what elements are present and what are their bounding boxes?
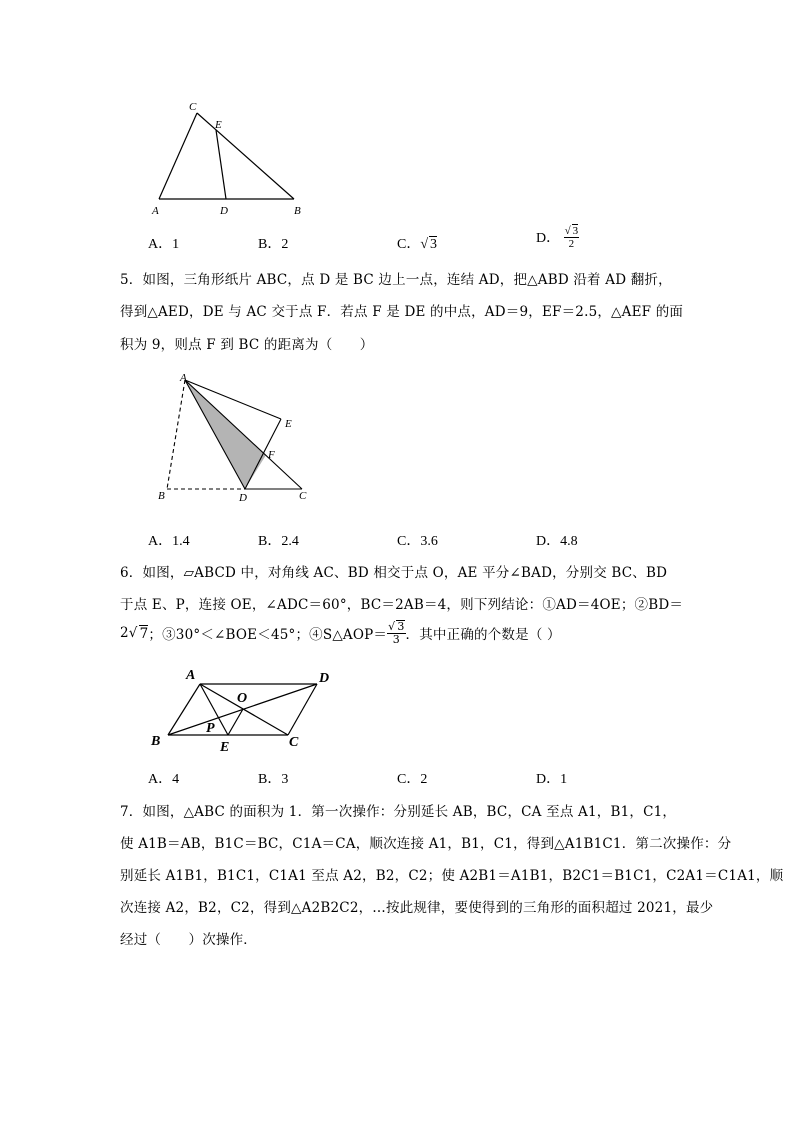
q5-text-line-2: 得到△AED，DE 与 AC 交于点 F．若点 F 是 DE 的中点，AD＝9，EF＝2.5，△AEF 的面 — [120, 304, 684, 320]
fig6-label-c: C — [289, 735, 299, 750]
fig5-label-e: E — [285, 418, 292, 430]
radical-sign: √ — [420, 237, 429, 252]
q5-option-d: D．4.8 — [536, 534, 578, 549]
q5-text-line-1: 5．如图，三角形纸片 ABC，点 D 是 BC 边上一点，连结 AD，把△ABD 沿着 AD 翻折， — [120, 272, 672, 288]
q7-text-line-1: 7．如图，△ABC 的面积为 1．第一次操作：分别延长 AB，BC，CA 至点 A1，B1，C1， — [120, 804, 677, 820]
q5-option-c: C．3.6 — [397, 534, 438, 549]
q6-option-a: A．4 — [148, 772, 180, 787]
fig6-label-b: B — [151, 734, 161, 749]
fig4-label-d: D — [220, 205, 228, 217]
radical-sign: √ — [388, 620, 396, 633]
radical-sign: √ — [128, 625, 138, 641]
fig4-label-e: E — [215, 119, 222, 131]
q6-line3-post: ．其中正确的个数是（ ） — [405, 627, 561, 643]
fig6-label-e: E — [220, 740, 230, 755]
q6-line3-radicand: 7 — [139, 625, 149, 642]
fig5-label-f: F — [268, 449, 275, 461]
q6-text-line-2: 于点 E、P，连接 OE，∠ADC＝60°，BC＝2AB＝4，则下列结论：①AD＝4OE；②BD＝ — [120, 597, 684, 613]
q6-line3-frac-den: 3 — [392, 633, 400, 646]
q7-text-line-5: 经过（ ）次操作． — [120, 932, 257, 948]
q6-line3-pre: 2 — [120, 625, 129, 641]
fig6-label-d: D — [319, 671, 330, 686]
q4-option-d-prefix: D． — [536, 231, 561, 246]
fig4-label-a: A — [152, 205, 159, 217]
fig6-label-p: P — [206, 721, 215, 736]
fig5-label-c: C — [299, 490, 307, 502]
figure-q4 — [140, 95, 320, 225]
q4-option-d — [536, 224, 579, 250]
fig5-label-b: B — [158, 490, 165, 502]
q6-option-d: D．1 — [536, 772, 568, 787]
fig6-label-o: O — [237, 691, 248, 706]
q4-option-d-radicand: 3 — [572, 225, 579, 237]
radical-sign: √ — [564, 225, 571, 237]
q7-text-line-4: 次连接 A2，B2，C2，得到△A2B2C2，…按此规律，要使得到的三角形的面积超过 2021，最少 — [120, 900, 714, 916]
q4-option-c-radicand: 3 — [430, 237, 438, 252]
q4-option-a: A．1 — [148, 237, 180, 252]
q4-option-d-fraction — [564, 224, 580, 250]
q6-text-line-3 — [120, 620, 561, 646]
q6-option-c: C．2 — [397, 772, 428, 787]
fig5-label-d: D — [239, 492, 247, 504]
fig5-label-a: A — [180, 372, 187, 384]
q5-option-b: B．2.4 — [258, 534, 299, 549]
q6-line3-frac-radicand: 3 — [397, 620, 405, 633]
q7-text-line-3: 别延长 A1B1，B1C1，C1A1 至点 A2，B2，C2；使 A2B1＝A1B1，B2C1＝B1C1，C2A1＝C1A1，顺 — [120, 868, 784, 884]
q4-option-c-prefix: C． — [397, 237, 421, 252]
q4-option-c — [397, 233, 437, 253]
fig6-label-a: A — [186, 668, 196, 683]
q6-line3-fraction — [387, 620, 405, 646]
figure-q5 — [150, 368, 320, 508]
q6-line3-mid: ；③30°＜∠BOE＜45°；④S△AOP＝ — [148, 627, 388, 643]
q6-text-line-1: 6．如图，▱ABCD 中，对角线 AC、BD 相交于点 O，AE 平分∠BAD，分别交 BC、BD — [120, 565, 668, 581]
q4-option-d-denominator: 2 — [568, 238, 575, 250]
q4-option-b: B．2 — [258, 237, 289, 252]
fig4-label-b: B — [294, 205, 301, 217]
q5-option-a: A．1.4 — [148, 534, 190, 549]
fig4-label-c: C — [189, 101, 197, 113]
q6-option-b: B．3 — [258, 772, 289, 787]
q7-text-line-2: 使 A1B＝AB，B1C＝BC，C1A＝CA，顺次连接 A1，B1，C1，得到△A1B1C1．第二次操作：分 — [120, 836, 732, 852]
q5-text-line-3: 积为 9，则点 F 到 BC 的距离为（ ） — [120, 337, 374, 353]
figure-q6 — [145, 662, 345, 757]
